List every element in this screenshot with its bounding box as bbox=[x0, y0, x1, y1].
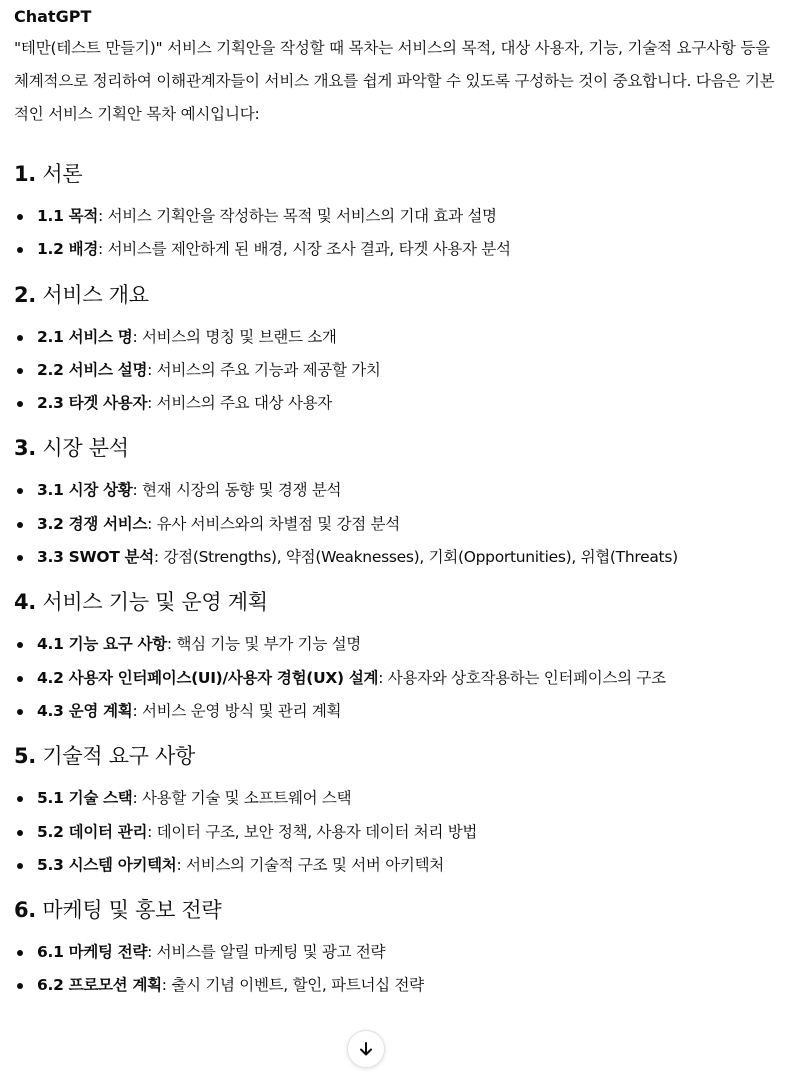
section-number: 4. bbox=[14, 590, 36, 615]
list-item bbox=[14, 816, 784, 849]
section-item-list bbox=[14, 936, 784, 1003]
section-title: 서론 bbox=[42, 162, 83, 186]
item-description: : 서비스를 알릴 마케팅 및 광고 전략 bbox=[147, 943, 386, 962]
arrow-down-icon bbox=[357, 1040, 375, 1058]
list-item bbox=[14, 662, 784, 695]
list-item bbox=[14, 200, 784, 233]
item-description: : 서비스의 기술적 구조 및 서버 아키텍처 bbox=[176, 855, 444, 874]
bullet-icon bbox=[17, 335, 23, 341]
section-item-list bbox=[14, 782, 784, 882]
item-label: 3.1 시장 상황 bbox=[37, 481, 133, 500]
item-description: : 핵심 기능 및 부가 기능 설명 bbox=[166, 635, 361, 654]
item-description: : 서비스를 제안하게 된 배경, 시장 조사 결과, 타겟 사용자 분석 bbox=[98, 240, 511, 259]
bullet-icon bbox=[17, 401, 23, 407]
item-description: : 서비스 운영 방식 및 관리 계획 bbox=[132, 701, 342, 720]
item-label: 5.3 시스템 아키텍처 bbox=[37, 855, 177, 874]
section-number: 3. bbox=[14, 436, 36, 461]
item-description: : 서비스의 명칭 및 브랜드 소개 bbox=[132, 327, 337, 346]
item-description: : 강점(Strengths), 약점(Weaknesses), 기회(Opportunities), 위협(Threats) bbox=[153, 548, 678, 567]
bullet-icon bbox=[17, 863, 23, 869]
item-label: 5.1 기술 스택 bbox=[37, 789, 133, 808]
bullet-icon bbox=[17, 796, 23, 802]
section-heading bbox=[14, 160, 784, 188]
item-label: 4.3 운영 계획 bbox=[37, 701, 133, 720]
item-description: : 서비스의 주요 대상 사용자 bbox=[147, 394, 332, 413]
item-label: 3.3 SWOT 분석 bbox=[37, 548, 154, 567]
section-number: 2. bbox=[14, 282, 36, 307]
section-heading bbox=[14, 434, 784, 462]
bullet-icon bbox=[17, 488, 23, 494]
section-title: 시장 분석 bbox=[42, 436, 129, 461]
section-number: 5. bbox=[14, 744, 36, 769]
section-title: 기술적 요구 사항 bbox=[42, 744, 196, 769]
bullet-icon bbox=[17, 555, 23, 561]
section-number: 6. bbox=[14, 898, 36, 923]
item-label: 1.1 목적 bbox=[37, 207, 99, 225]
item-label: 5.2 데이터 관리 bbox=[37, 822, 148, 841]
bullet-icon bbox=[17, 368, 23, 374]
list-item bbox=[14, 969, 784, 1002]
section-title: 마케팅 및 홍보 전략 bbox=[42, 898, 222, 923]
section-heading bbox=[14, 896, 784, 924]
bullet-icon bbox=[17, 950, 23, 956]
assistant-message bbox=[14, 6, 784, 1003]
list-item bbox=[14, 936, 784, 969]
item-description: : 현재 시장의 동향 및 경쟁 분석 bbox=[132, 481, 342, 500]
section-number: 1. bbox=[14, 162, 36, 186]
item-description: : 서비스 기획안을 작성하는 목적 및 서비스의 기대 효과 설명 bbox=[98, 207, 497, 225]
section-title: 서비스 기능 및 운영 계획 bbox=[42, 590, 268, 615]
list-item bbox=[14, 474, 784, 507]
list-item bbox=[14, 782, 784, 815]
item-label: 3.2 경쟁 서비스 bbox=[37, 514, 148, 533]
list-item bbox=[14, 508, 784, 541]
bullet-icon bbox=[17, 676, 23, 682]
section-title: 서비스 개요 bbox=[42, 282, 149, 307]
list-item bbox=[14, 354, 784, 387]
item-label: 4.2 사용자 인터페이스(UI)/사용자 경험(UX) 설계 bbox=[37, 668, 379, 687]
section-heading bbox=[14, 588, 784, 616]
message-author: ChatGPT bbox=[14, 7, 92, 26]
item-label: 2.1 서비스 명 bbox=[37, 327, 133, 346]
section-heading bbox=[14, 742, 784, 770]
section-item-list bbox=[14, 321, 784, 421]
item-label: 6.2 프로모션 계획 bbox=[37, 976, 162, 995]
bullet-icon bbox=[17, 709, 23, 715]
list-item bbox=[14, 233, 784, 266]
list-item bbox=[14, 849, 784, 882]
item-label: 2.3 타겟 사용자 bbox=[37, 394, 148, 413]
bullet-icon bbox=[17, 642, 23, 648]
list-item bbox=[14, 628, 784, 661]
item-label: 6.1 마케팅 전략 bbox=[37, 943, 148, 962]
bullet-icon bbox=[17, 214, 23, 220]
scroll-to-bottom-button[interactable] bbox=[347, 1030, 385, 1068]
item-label: 4.1 기능 요구 사항 bbox=[37, 635, 167, 654]
item-description: : 서비스의 주요 기능과 제공할 가치 bbox=[147, 360, 381, 379]
item-description: : 출시 기념 이벤트, 할인, 파트너십 전략 bbox=[161, 976, 424, 995]
list-item bbox=[14, 541, 784, 574]
bullet-icon bbox=[17, 522, 23, 528]
bullet-icon bbox=[17, 830, 23, 836]
item-description: : 유사 서비스와의 차별점 및 강점 분석 bbox=[147, 514, 400, 533]
intro-paragraph: "테만(테스트 만들기)" 서비스 기획안을 작성할 때 목차는 서비스의 목적, 대상 사용자, 기능, 기술적 요구사항 등을 체계적으로 정리하여 이해관계자들이 서비스 개요를 쉽게 파악할 수 있도록 구성하는 것이 중요합니다. 다음은 기본적인 서비스 기획안 목차 예시입니다: bbox=[14, 39, 775, 123]
section-heading bbox=[14, 281, 784, 309]
item-label: 1.2 배경 bbox=[37, 240, 99, 259]
list-item bbox=[14, 387, 784, 420]
item-description: : 사용할 기술 및 소프트웨어 스택 bbox=[132, 789, 352, 808]
list-item bbox=[14, 321, 784, 354]
bullet-icon bbox=[17, 983, 23, 989]
item-description: : 데이터 구조, 보안 정책, 사용자 데이터 처리 방법 bbox=[147, 822, 478, 841]
bullet-icon bbox=[17, 247, 23, 253]
section-item-list bbox=[14, 628, 784, 728]
item-label: 2.2 서비스 설명 bbox=[37, 360, 148, 379]
section-item-list bbox=[14, 200, 784, 267]
list-item bbox=[14, 695, 784, 728]
section-item-list bbox=[14, 474, 784, 574]
toc-sections bbox=[14, 160, 784, 1003]
item-description: : 사용자와 상호작용하는 인터페이스의 구조 bbox=[378, 668, 666, 687]
